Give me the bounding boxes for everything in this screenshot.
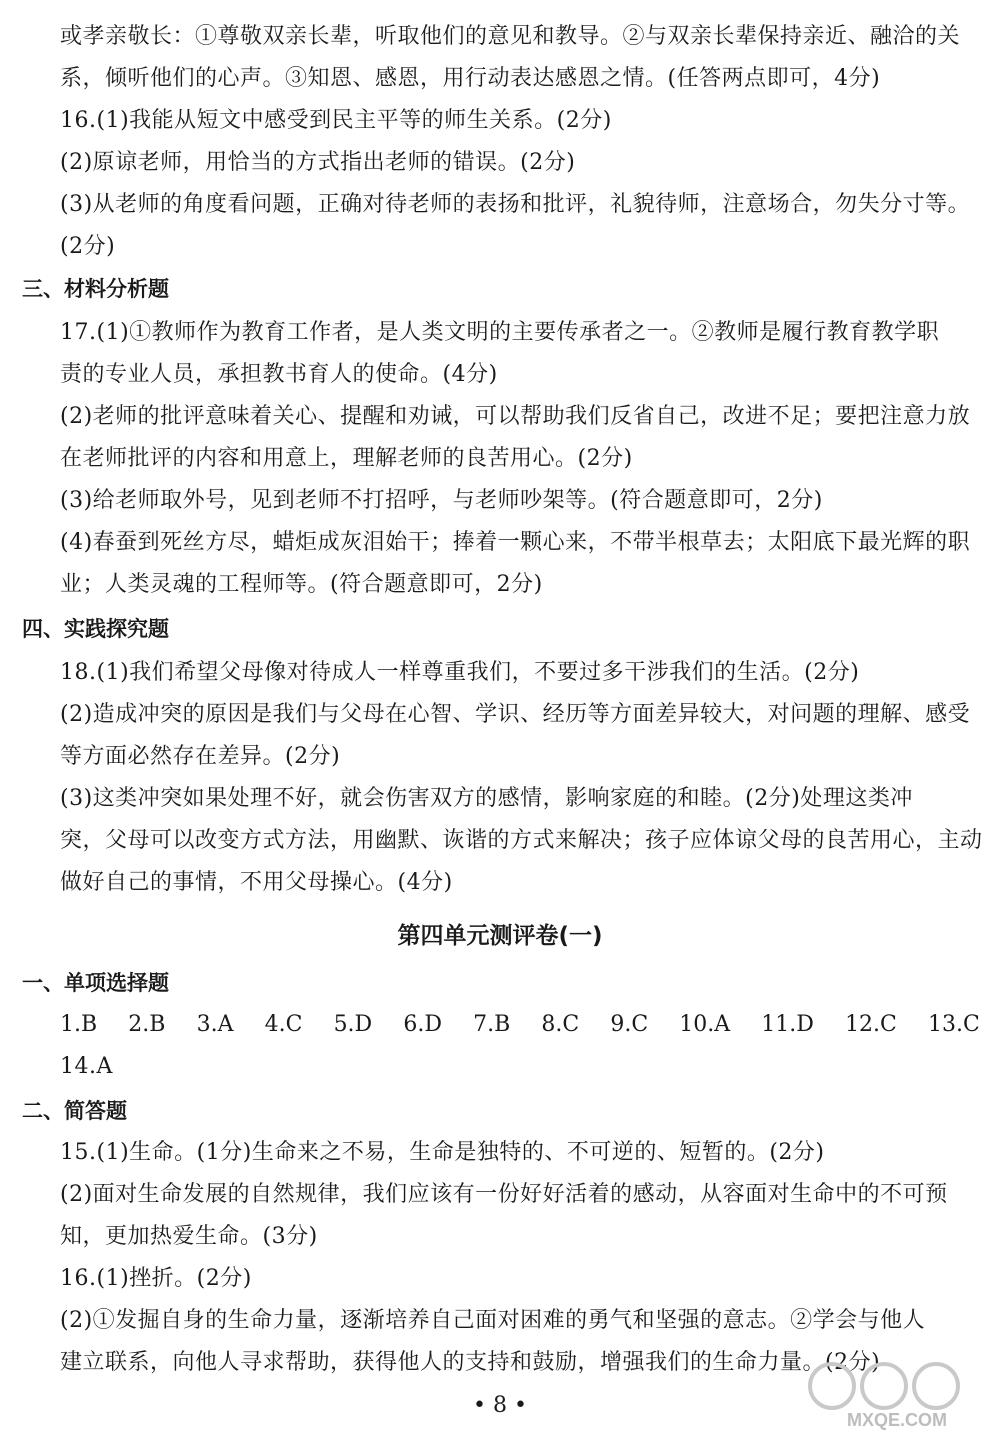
choice-answer: 14.A <box>60 1054 113 1079</box>
answer-line: 突，父母可以改变方式方法，用幽默、诙谐的方式来解决；孩子应体谅父母的良苦用心，主动 <box>60 828 983 853</box>
choice-answer: 12.C <box>845 1012 897 1037</box>
answer-line: (2)老师的批评意味着关心、提醒和劝诫，可以帮助我们反省自己，改进不足；要把注意力放 <box>60 404 971 429</box>
section-heading-short-answer: 二、简答题 <box>22 1099 127 1123</box>
answer-line: (2)原谅老师，用恰当的方式指出老师的错误。(2分) <box>60 150 576 175</box>
answer-line: (4)春蚕到死丝方尽，蜡炬成灰泪始干；捧着一颗心来，不带半根草去；太阳底下最光辉的职 <box>60 530 971 555</box>
choice-answer: 2.B <box>128 1012 166 1037</box>
answer-line: (3)从老师的角度看问题，正确对待老师的表扬和批评，礼貌待师，注意场合，勿失分寸等。 <box>60 192 971 217</box>
answer-line: 建立联系，向他人寻求帮助，获得他人的支持和鼓励，增强我们的生命力量。(2分) <box>60 1350 881 1375</box>
choice-answer: 9.C <box>610 1012 649 1037</box>
answer-line: (2分) <box>60 234 116 259</box>
answer-line: (2)造成冲突的原因是我们与父母在心智、学识、经历等方面差异较大，对问题的理解、感受 <box>60 702 971 727</box>
answer-line: 16.(1)挫折。(2分) <box>60 1266 252 1291</box>
answer-line: 知，更加热爱生命。(3分) <box>60 1224 318 1249</box>
watermark-text: MXQE.COM <box>846 1410 948 1430</box>
answer-line: 做好自己的事情，不用父母操心。(4分) <box>60 870 453 895</box>
choice-answer: 8.C <box>541 1012 580 1037</box>
section-heading-single-choice: 一、单项选择题 <box>22 971 169 995</box>
answer-line: 系，倾听他们的心声。③知恩、感恩，用行动表达感恩之情。(任答两点即可，4分) <box>60 66 881 91</box>
answer-line: 业；人类灵魂的工程师等。(符合题意即可，2分) <box>60 572 543 597</box>
choice-answer: 6.D <box>403 1012 442 1037</box>
choice-answer: 10.A <box>679 1012 731 1037</box>
answer-line: (3)这类冲突如果处理不好，就会伤害双方的感情，影响家庭的和睦。(2分)处理这类冲 <box>60 786 913 811</box>
page-number: • 8 • <box>473 1393 527 1418</box>
choice-answer: 3.A <box>196 1012 234 1037</box>
answer-line: 17.(1)①教师作为教育工作者，是人类文明的主要传承者之一。②教师是履行教育教学职 <box>60 320 940 345</box>
answer-line: (3)给老师取外号，见到老师不打招呼，与老师吵架等。(符合题意即可，2分) <box>60 488 823 513</box>
answer-line: 15.(1)生命。(1分)生命来之不易，生命是独特的、不可逆的、短暂的。(2分) <box>60 1140 825 1165</box>
section-heading-material-analysis: 三、材料分析题 <box>22 277 169 301</box>
watermark-logo <box>802 1358 992 1430</box>
choice-answer: 13.C <box>928 1012 980 1037</box>
choice-answer: 1.B <box>60 1012 98 1037</box>
answer-line: 在老师批评的内容和用意上，理解老师的良苦用心。(2分) <box>60 446 633 471</box>
answer-line: 或孝亲敬长：①尊敬双亲长辈，听取他们的意见和教导。②与双亲长辈保持亲近、融洽的关 <box>60 24 961 49</box>
choice-answers-row <box>60 1010 980 1040</box>
unit-title: 第四单元测评卷(一) <box>397 923 603 949</box>
answer-line: 等方面必然存在差异。(2分) <box>60 744 341 769</box>
choice-answer: 11.D <box>761 1012 814 1037</box>
choice-answer: 7.B <box>473 1012 511 1037</box>
choice-answer: 4.C <box>264 1012 303 1037</box>
answer-line: 责的专业人员，承担教书育人的使命。(4分) <box>60 362 498 387</box>
answer-line: (2)面对生命发展的自然规律，我们应该有一份好好活着的感动，从容面对生命中的不可预 <box>60 1182 948 1207</box>
section-heading-practice-inquiry: 四、实践探究题 <box>22 617 169 641</box>
answer-line: (2)①发掘自身的生命力量，逐渐培养自己面对困难的勇气和坚强的意志。②学会与他人 <box>60 1308 926 1333</box>
choice-answer: 5.D <box>333 1012 373 1037</box>
answer-line: 16.(1)我能从短文中感受到民主平等的师生关系。(2分) <box>60 108 612 133</box>
answer-line: 18.(1)我们希望父母像对待成人一样尊重我们，不要过多干涉我们的生活。(2分) <box>60 660 860 685</box>
